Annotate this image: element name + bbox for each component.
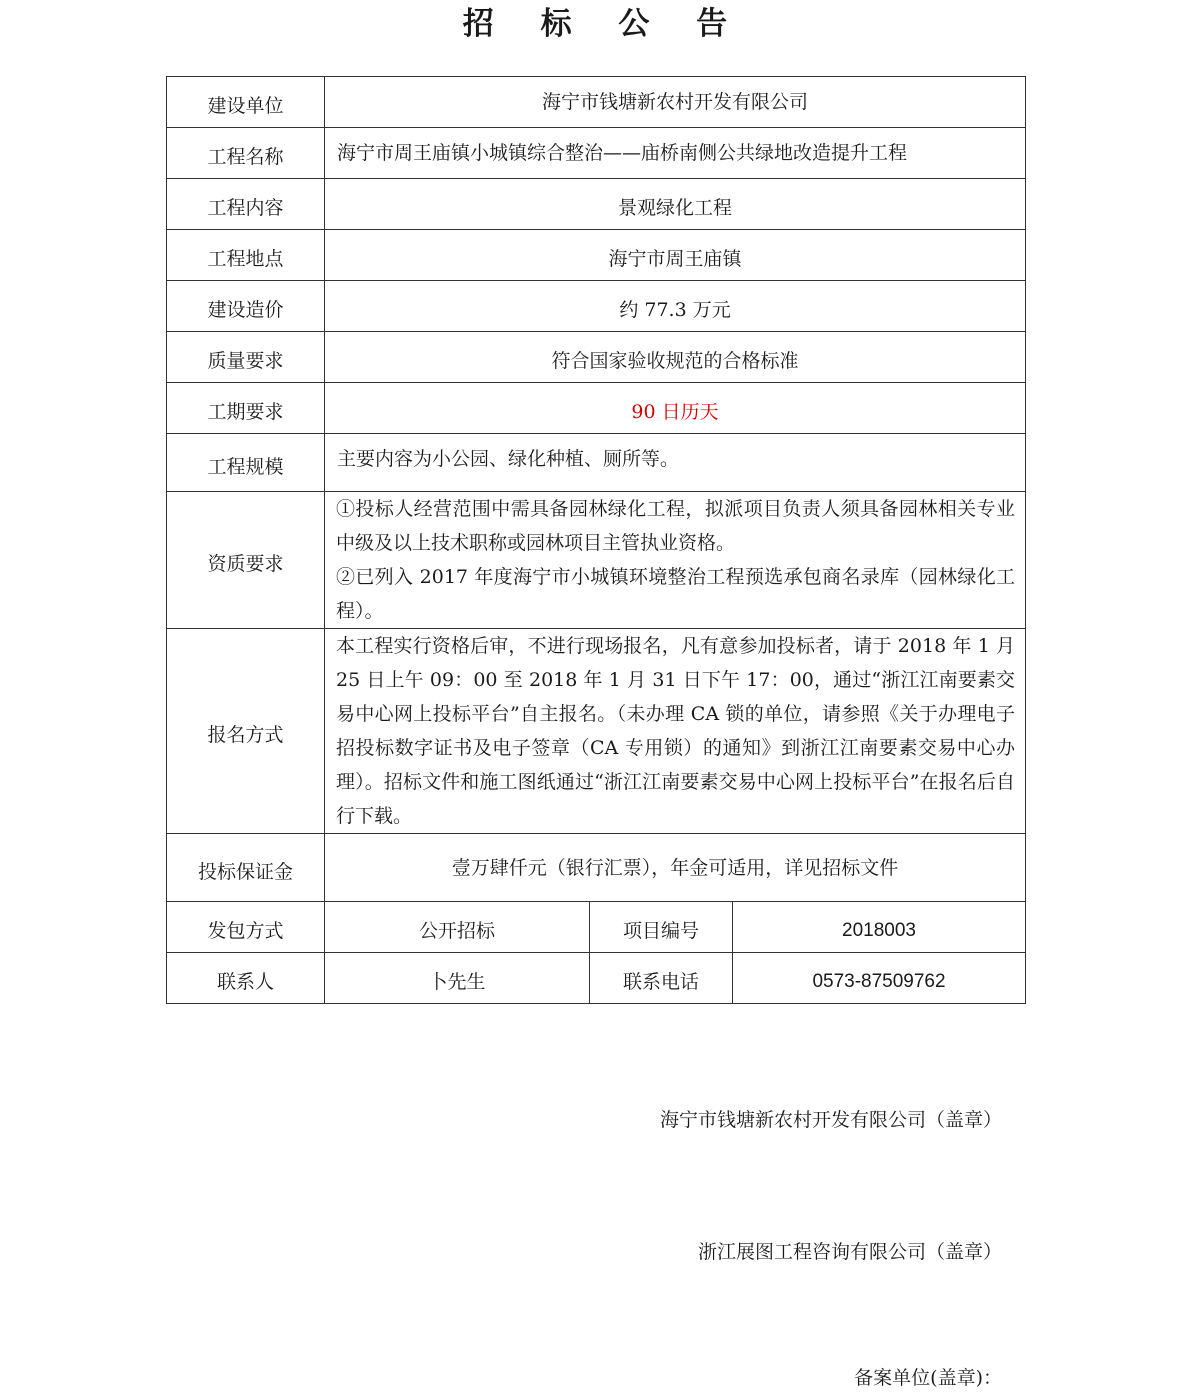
label-duration: 工期要求 [167, 383, 325, 434]
notice-table [166, 76, 1026, 1004]
value-contract: 公开招标 [325, 902, 590, 953]
label-qualification: 资质要求 [167, 492, 325, 629]
row-deposit [167, 834, 1026, 902]
value-deposit: 壹万肆仟元（银行汇票），年金可适用，详见招标文件 [325, 834, 1026, 902]
label-quality: 质量要求 [167, 332, 325, 383]
value-phone: 0573-87509762 [733, 953, 1026, 1004]
label-cost: 建设造价 [167, 281, 325, 332]
qualification-paragraph-2: ②已列入 2017 年度海宁市小城镇环境整治工程预选承包商名录库（园林绿化工程）。 [336, 566, 1016, 622]
row-quality [167, 332, 1026, 383]
label-builder: 建设单位 [167, 77, 325, 128]
row-contact [167, 953, 1026, 1004]
label-registration: 报名方式 [167, 629, 325, 834]
label-contact: 联系人 [167, 953, 325, 1004]
label-contract: 发包方式 [167, 902, 325, 953]
row-qualification [167, 492, 1026, 629]
row-content [167, 179, 1026, 230]
row-builder [167, 77, 1026, 128]
label-scale: 工程规模 [167, 434, 325, 492]
row-scale [167, 434, 1026, 492]
value-location: 海宁市周王庙镇 [325, 230, 1026, 281]
value-quality: 符合国家验收规范的合格标准 [325, 332, 1026, 383]
value-qualification [325, 492, 1026, 629]
row-duration [167, 383, 1026, 434]
value-project-number: 2018003 [733, 902, 1026, 953]
value-content: 景观绿化工程 [325, 179, 1026, 230]
value-project-name: 海宁市周王庙镇小城镇综合整治——庙桥南侧公共绿地改造提升工程 [325, 128, 1026, 179]
row-location [167, 230, 1026, 281]
row-cost [167, 281, 1026, 332]
page-title: 招 标 公 告 [462, 6, 746, 42]
agent-signature: 浙江展图工程咨询有限公司（盖章） [697, 1241, 1002, 1263]
label-project-name: 工程名称 [167, 128, 325, 179]
value-registration: 本工程实行资格后审，不进行现场报名，凡有意参加投标者，请于 2018 年 1 月 25 日上午 09：00 至 2018 年 1 月 31 日下午 17：00，通过“浙江江南要素交易中心网上投标平台”自主报名。（未办理 CA 锁的单位，请参照《关于办理电子招投标数字证书及电子签章（CA 专用锁）的通知》到浙江江南要素交易中心办理）。招标文件和施工图纸通过“浙江江南要素交易中心网上投标平台”在报名后自行下载。 [325, 629, 1026, 834]
value-contact: 卜先生 [325, 953, 590, 1004]
value-cost: 约 77.3 万元 [325, 281, 1026, 332]
row-registration [167, 629, 1026, 834]
value-scale: 主要内容为小公园、绿化种植、厕所等。 [325, 434, 1026, 492]
label-content: 工程内容 [167, 179, 325, 230]
value-duration: 90 日历天 [325, 383, 1026, 434]
label-project-number: 项目编号 [590, 902, 733, 953]
value-builder: 海宁市钱塘新农村开发有限公司 [325, 77, 1026, 128]
filing-signature: 备案单位(盖章)： [854, 1367, 1002, 1389]
qualification-paragraph-1: ①投标人经营范围中需具备园林绿化工程，拟派项目负责人须具备园林相关专业中级及以上技术职称或园林项目主管执业资格。 [336, 498, 1016, 554]
row-project-name [167, 128, 1026, 179]
owner-signature: 海宁市钱塘新农村开发有限公司（盖章） [659, 1109, 1002, 1131]
label-location: 工程地点 [167, 230, 325, 281]
label-deposit: 投标保证金 [167, 834, 325, 902]
row-contract [167, 902, 1026, 953]
label-phone: 联系电话 [590, 953, 733, 1004]
